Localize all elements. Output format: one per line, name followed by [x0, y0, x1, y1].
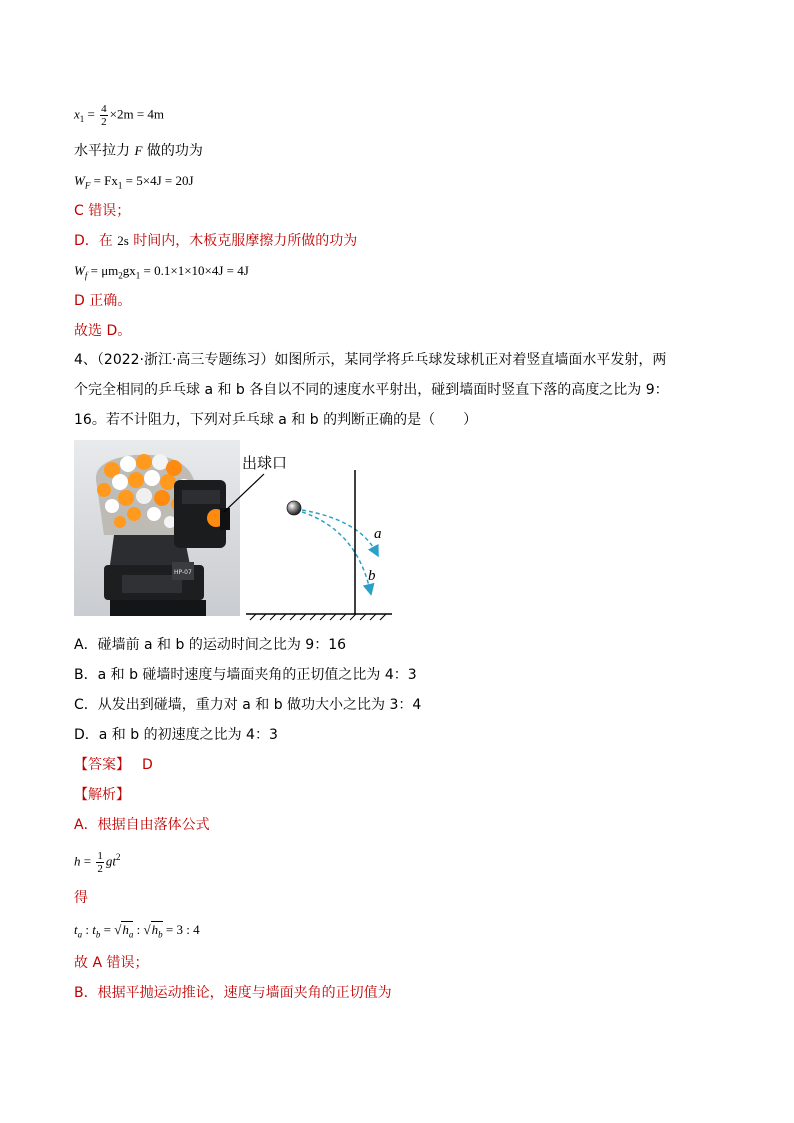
analysis-a-end: 故 A 错误；: [74, 955, 149, 971]
eq: =: [84, 106, 99, 122]
rest: = 5×4J = 20J: [122, 173, 194, 188]
sqrt-body: [151, 921, 163, 940]
formula-x1: [74, 103, 164, 129]
question-4-line-3: 16。若不计阻力，下列对乒乓球 a 和 b 的判断正确的是（ ）: [74, 412, 478, 428]
rest: gx: [122, 263, 136, 278]
rest: = Fx: [90, 173, 118, 188]
machine-model-text: HP-07: [174, 569, 192, 576]
numerator: 4: [101, 103, 107, 115]
analysis-label: 【解析】: [74, 787, 130, 803]
var-h: h: [122, 922, 129, 937]
sub: f: [84, 270, 88, 281]
figure-svg: [74, 440, 394, 622]
formula-free-fall: [74, 847, 120, 875]
analysis-b-intro: B．根据平抛运动推论，速度与墙面夹角的正切值为: [74, 985, 392, 1001]
var-2s: 2s: [117, 233, 129, 248]
label-a: a: [374, 526, 382, 542]
answer-label: 【答案】: [74, 757, 130, 773]
colon: :: [82, 922, 93, 937]
var-F: F: [134, 143, 143, 158]
option-c: C．从发出到碰墙，重力对 a 和 b 做功大小之比为 3：4: [74, 697, 422, 713]
machine-photo: [74, 440, 240, 616]
outlet-label: 出球口: [242, 454, 288, 472]
eq: =: [100, 922, 115, 937]
formula-WF: [74, 171, 194, 196]
var-h: h: [74, 853, 81, 869]
question-4-line-1: 4、（2022·浙江·高三专题练习）如图所示，某同学将乒乓球发球机正对着竖直墙面水平发射，两: [74, 352, 667, 368]
trajectory-b: [302, 512, 370, 590]
question-4-line-2: 个完全相同的乒乓球 a 和 b 各自以不同的速度水平射出，碰到墙面时竖直下落的高度之比为 9：: [74, 382, 669, 398]
text: 水平拉力: [74, 143, 135, 159]
ping-pong-ball: [287, 501, 301, 515]
analysis-a-intro: A．根据自由落体公式: [74, 817, 210, 833]
sub: 1: [117, 180, 123, 191]
formula-time-ratio: [74, 920, 200, 945]
sqrt-icon: √: [143, 922, 151, 937]
label-b: b: [368, 568, 376, 584]
option-a: A．碰墙前 a 和 b 的运动时间之比为 9：16: [74, 637, 347, 653]
denominator: 2: [97, 862, 103, 875]
rest: = 0.1×1×10×4J = 4J: [140, 263, 249, 278]
var-gt: gt: [105, 853, 116, 869]
sub: a: [128, 929, 134, 940]
text-d-intro: [74, 231, 357, 251]
rest: ×2m = 4m: [109, 106, 165, 122]
var-t: t: [74, 922, 78, 937]
sub: 1: [135, 270, 141, 281]
trajectory-a: [302, 510, 376, 552]
sub: F: [84, 180, 91, 191]
sub: 1: [79, 114, 85, 125]
answer-value: D: [142, 757, 153, 773]
text: 做的功为: [142, 143, 203, 159]
fraction: [96, 850, 104, 875]
text-work-intro: [74, 141, 203, 161]
sqrt-body: [121, 921, 134, 940]
var-h: h: [151, 922, 159, 937]
var-x: x: [74, 106, 80, 122]
rest: = μm: [87, 263, 119, 278]
denominator: 2: [101, 116, 107, 128]
numerator: 1: [97, 849, 103, 862]
text-d-correct: D 正确。: [74, 293, 132, 309]
figure-ping-pong-machine: [74, 440, 394, 622]
fraction: [100, 103, 108, 128]
var-W: W: [74, 263, 85, 278]
sub: b: [95, 929, 101, 940]
var-W: W: [74, 173, 85, 188]
text: 时间内，木板克服摩擦力所做的功为: [128, 233, 358, 249]
formula-Wf: [74, 261, 249, 286]
answer-line: [74, 755, 153, 775]
text-c-wrong: C 错误；: [74, 203, 131, 219]
var-t: t: [92, 922, 96, 937]
sup: 2: [115, 852, 121, 862]
sub: a: [77, 929, 83, 940]
result: = 3 : 4: [162, 922, 200, 937]
colon: :: [133, 922, 144, 937]
text-de: 得: [74, 890, 88, 906]
sub: b: [158, 929, 163, 940]
ground: [246, 614, 392, 620]
text-choose-d: 故选 D。: [74, 323, 132, 339]
text: D．在: [74, 233, 118, 249]
option-d: D．a 和 b 的初速度之比为 4：3: [74, 727, 278, 743]
eq: =: [80, 853, 95, 869]
sqrt-icon: √: [114, 922, 122, 937]
sub: 2: [118, 270, 123, 281]
option-b: B．a 和 b 碰墙时速度与墙面夹角的正切值之比为 4：3: [74, 667, 417, 683]
